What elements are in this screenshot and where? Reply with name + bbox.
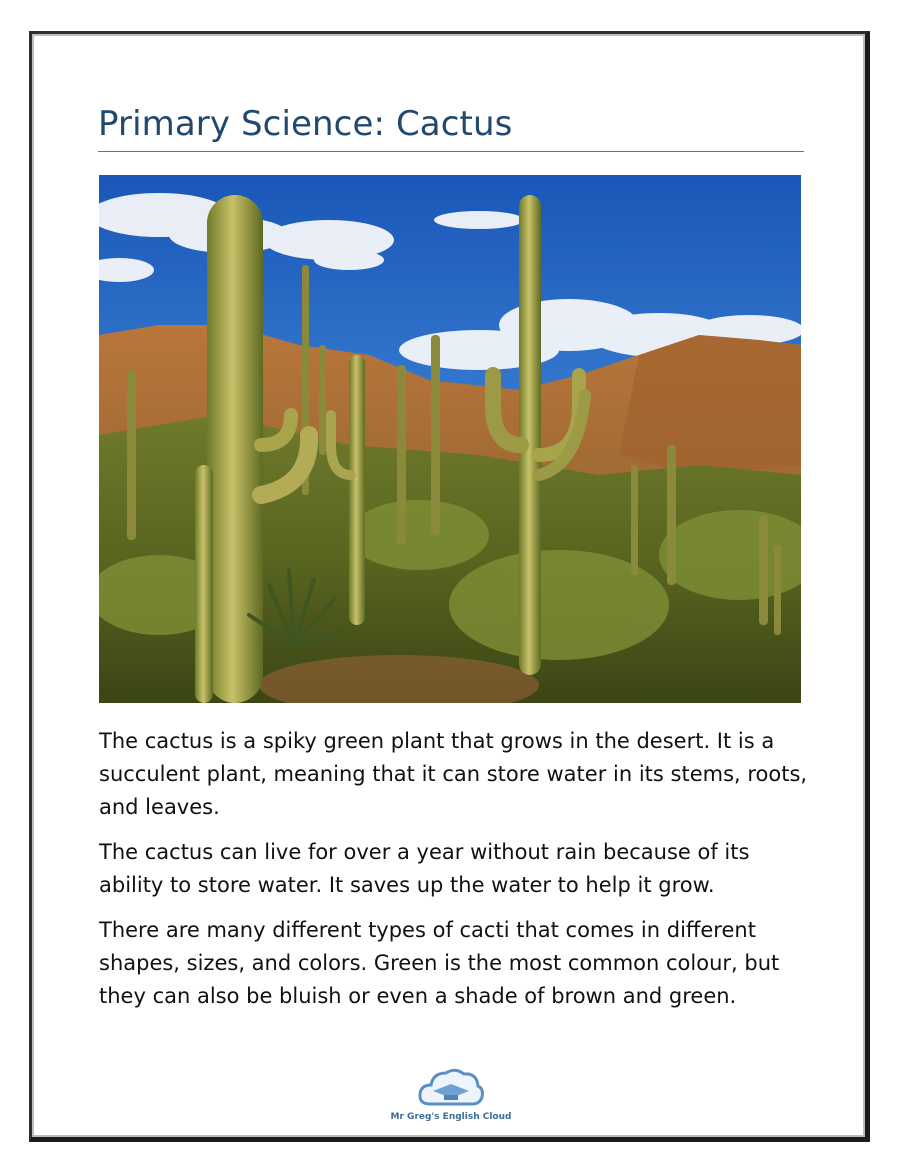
paragraph-2: The cactus can live for over a year without rain because of its ability to store water. It saves up the water to help it grow. — [99, 840, 750, 897]
page-title: Primary Science: Cactus — [98, 104, 513, 144]
paragraph-3: There are many different types of cacti that comes in different shapes, sizes, and colors. Green is the most common colour, but they can also be bluish or even a shade of brown and green. — [99, 918, 780, 1008]
saguaro-desert-photo — [99, 175, 801, 703]
logo — [378, 1064, 524, 1130]
body-text — [99, 725, 811, 1025]
title-underline — [98, 151, 804, 152]
cloud-graduation-cap-icon — [416, 1064, 486, 1110]
paragraph-1: The cactus is a spiky green plant that grows in the desert. It is a succulent plant, meaning that it can store water in its stems, roots, and leaves. — [99, 729, 808, 819]
logo-text: Mr Greg's English Cloud — [390, 1112, 512, 1122]
